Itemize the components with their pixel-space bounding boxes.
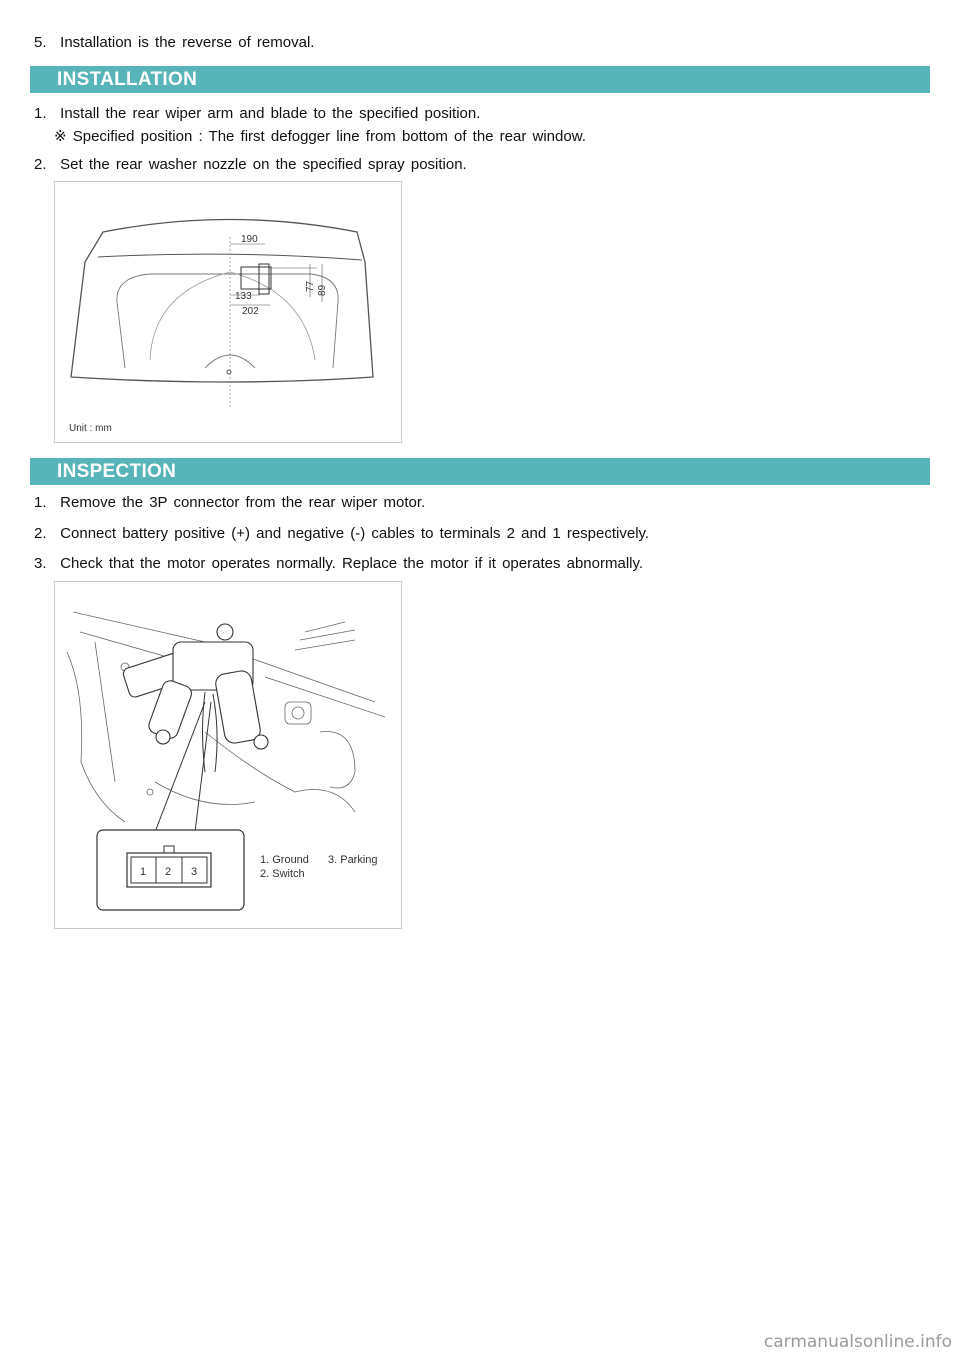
- step-number: 1.: [34, 105, 47, 122]
- inspection-header: [30, 458, 930, 485]
- dim-label-77: 77: [305, 280, 316, 292]
- installation-header: [30, 66, 930, 93]
- pin-2: 2: [165, 866, 172, 878]
- wiper-motor-figure: [54, 581, 402, 929]
- note-text: ※ Specified position : The first defogger line from bottom of the rear window.: [54, 128, 586, 145]
- dim-label-202: 202: [242, 306, 259, 317]
- installation-step-1: [34, 105, 480, 123]
- step-number: 5.: [34, 34, 47, 51]
- dim-label-133: 133: [235, 291, 252, 302]
- step-number: 3.: [34, 555, 47, 572]
- inspection-step-2: [34, 525, 649, 543]
- installation-step-2: [34, 156, 467, 174]
- installation-title: INSTALLATION: [57, 69, 198, 90]
- rear-window-diagram: [55, 182, 401, 442]
- step-text: Remove the 3P connector from the rear wiper motor.: [60, 494, 426, 511]
- pin-1: 1: [140, 866, 147, 878]
- dim-label-190: 190: [241, 234, 258, 245]
- step-number: 2.: [34, 525, 47, 542]
- pin-3: 3: [191, 866, 198, 878]
- step-number: 2.: [34, 156, 47, 173]
- step-text: Install the rear wiper arm and blade to the specified position.: [60, 105, 481, 122]
- inspection-step-1: [34, 494, 425, 512]
- rear-glass-outline: [71, 220, 373, 383]
- dim-label-89: 89: [317, 284, 328, 296]
- inspection-step-3: [34, 555, 643, 573]
- step-5: [34, 34, 314, 52]
- wiper-motor-diagram: [55, 582, 401, 928]
- step-text: Installation is the reverse of removal.: [60, 34, 315, 51]
- pivot-point: [227, 370, 231, 374]
- inspection-title: INSPECTION: [57, 461, 177, 482]
- legend-switch: 2. Switch: [260, 868, 305, 880]
- unit-label: Unit : mm: [69, 423, 112, 434]
- rear-window-figure: [54, 181, 402, 443]
- step-number: 1.: [34, 494, 47, 511]
- legend-parking: 3. Parking: [328, 854, 378, 866]
- nozzle-housing: [241, 267, 271, 289]
- step-text: Check that the motor operates normally. Replace the motor if it operates abnormally.: [60, 555, 644, 572]
- wipe-arc: [150, 272, 315, 360]
- step-text: Set the rear washer nozzle on the specified spray position.: [60, 156, 467, 173]
- connector-latch: [164, 846, 174, 853]
- step-text: Connect battery positive (+) and negative (-) cables to terminals 2 and 1 respectively.: [60, 525, 650, 542]
- watermark: carmanualsonline.info: [763, 1332, 952, 1352]
- legend-ground: 1. Ground: [260, 854, 309, 866]
- installation-note: [54, 128, 586, 146]
- wiper-motor-body: [122, 624, 268, 749]
